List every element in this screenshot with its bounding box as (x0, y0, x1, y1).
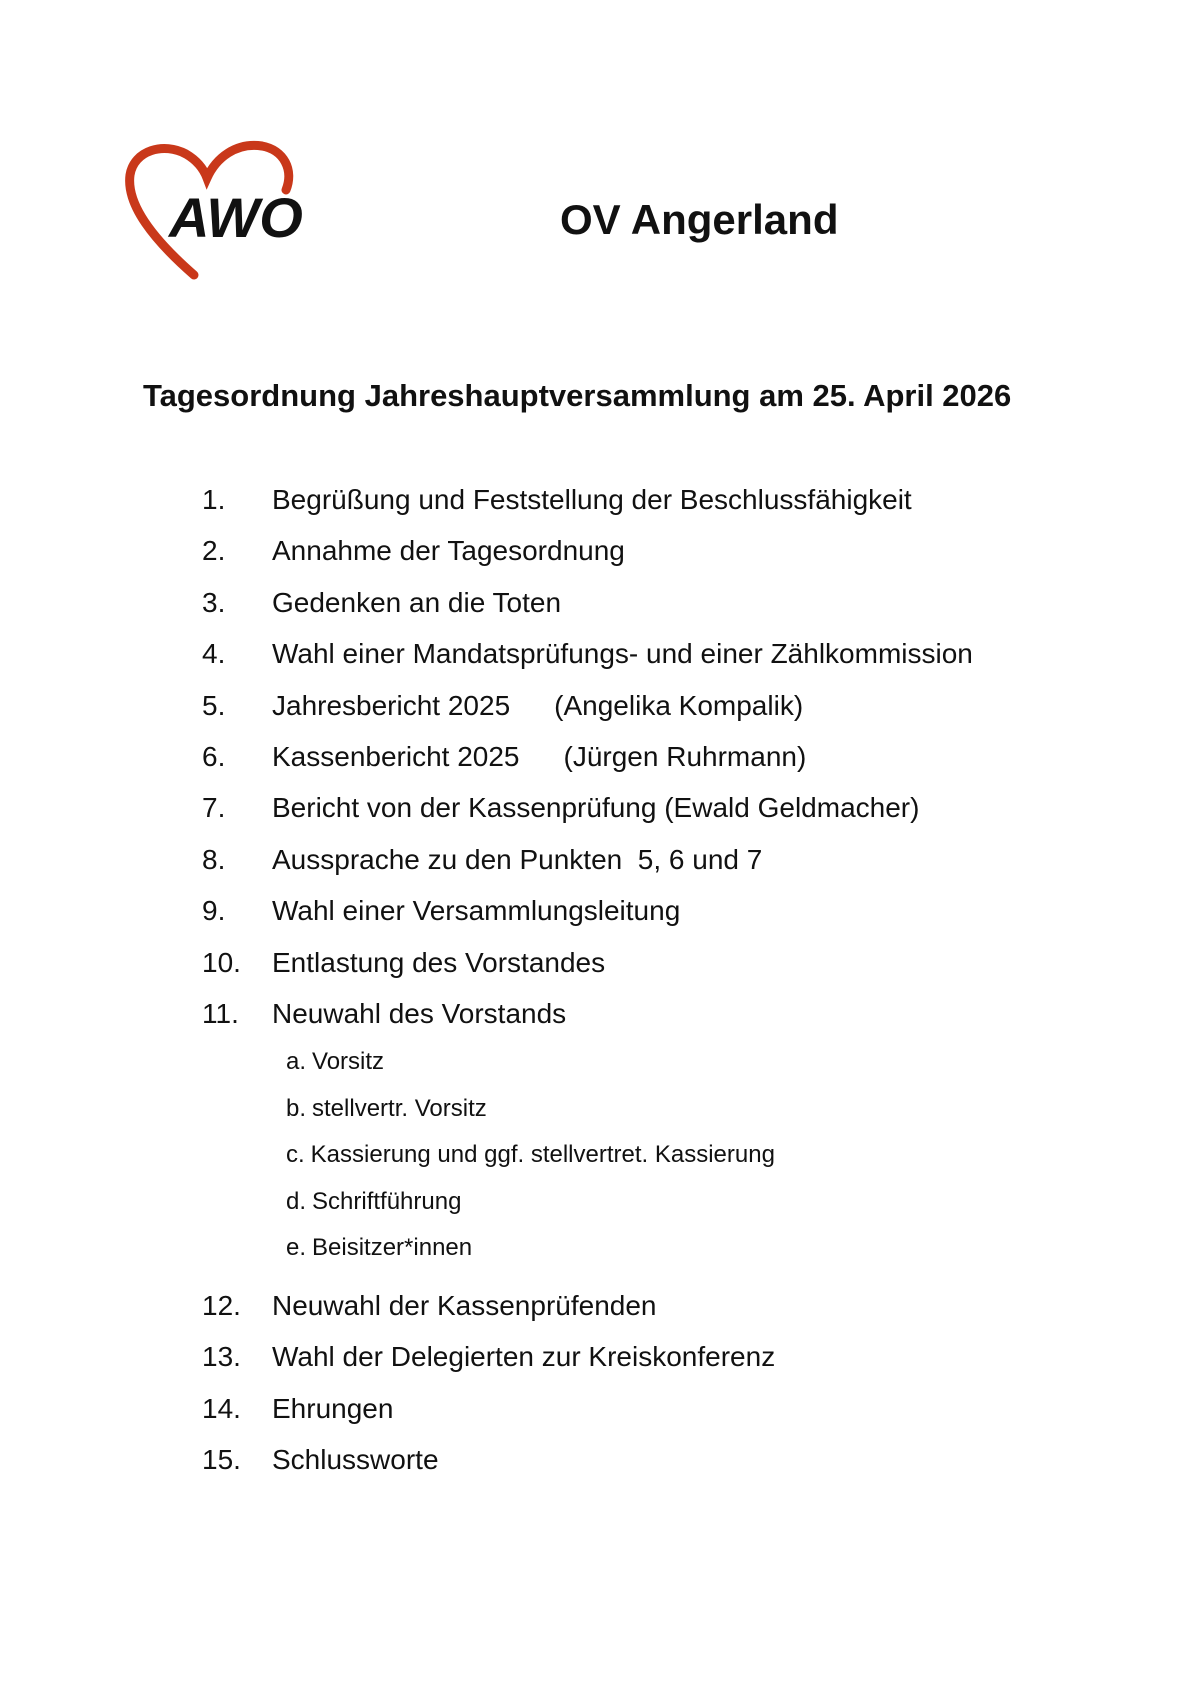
agenda-item-8 (202, 834, 973, 885)
agenda-item-6 (202, 731, 973, 782)
agenda-title: Tagesordnung Jahreshauptversammlung am 25. April 2026 (143, 378, 1012, 413)
item-number: 6. (202, 740, 226, 772)
agenda-item-2 (202, 525, 973, 576)
organization-title: OV Angerland (560, 196, 839, 243)
agenda-item-11 (202, 988, 973, 1039)
item-number: 8. (202, 843, 226, 875)
logo-text: AWO (169, 186, 303, 249)
sub-item-text: Kassierung und ggf. stellvertret. Kassierung (310, 1141, 775, 1169)
sub-item-letter: a. (286, 1048, 307, 1076)
item-number: 12. (202, 1289, 241, 1321)
sub-item-text: Beisitzer*innen (312, 1234, 473, 1262)
item-text: Aussprache zu den Punkten 5, 6 und 7 (272, 843, 763, 875)
item-number: 15. (202, 1443, 241, 1475)
item-text: Wahl einer Mandatsprüfungs- und einer Zählkommission (272, 638, 973, 670)
item-text: Begrüßung und Feststellung der Beschlussfähigkeit (272, 484, 912, 515)
awo-heart-logo-icon (124, 140, 314, 290)
item-text: Wahl einer Versammlungsleitung (272, 895, 681, 927)
sub-item-e (286, 1225, 973, 1272)
item-number: 7. (202, 792, 226, 824)
item-note: (Jürgen Ruhrmann) (563, 740, 807, 772)
agenda-item-9 (202, 885, 973, 936)
agenda-item-4 (202, 628, 973, 679)
agenda-list (202, 474, 973, 1485)
item-text: Neuwahl des Vorstands (272, 997, 567, 1029)
sub-item-b (286, 1086, 973, 1133)
item-number: 3. (202, 586, 226, 618)
sub-item-letter: b. (286, 1094, 307, 1122)
item-text: Kassenbericht 2025 (272, 740, 520, 772)
sub-item-text: stellvertr. Vorsitz (312, 1094, 487, 1122)
item-number: 9. (202, 895, 226, 927)
item-number: 10. (202, 946, 241, 978)
agenda-item-3 (202, 577, 973, 628)
item-number: 11. (202, 997, 239, 1029)
item-text: Entlastung des Vorstandes (272, 946, 606, 978)
item-number: 5. (202, 689, 226, 721)
sub-item-text: Schriftführung (312, 1187, 462, 1215)
item-text: Schlussworte (272, 1443, 439, 1475)
item-number: 1. (202, 484, 226, 515)
sub-item-letter: c. (286, 1141, 305, 1169)
sub-item-letter: d. (286, 1187, 307, 1215)
item-note: (Angelika Kompalik) (554, 689, 804, 721)
item-text: Gedenken an die Toten (272, 586, 562, 618)
agenda-item-15 (202, 1434, 973, 1485)
agenda-item-7 (202, 782, 973, 833)
agenda-item-13 (202, 1331, 973, 1382)
agenda-item-1 (202, 474, 973, 525)
sub-item-c (286, 1132, 973, 1179)
item-number: 14. (202, 1392, 241, 1424)
agenda-item-5 (202, 680, 973, 731)
sub-item-a (286, 1039, 973, 1086)
item-text: Jahresbericht 2025 (272, 689, 511, 721)
agenda-sub-list-container (202, 1039, 973, 1280)
sub-item-letter: e. (286, 1234, 307, 1262)
sub-item-text: Vorsitz (312, 1048, 385, 1076)
agenda-item-14 (202, 1383, 973, 1434)
item-number: 13. (202, 1341, 241, 1373)
item-text: Annahme der Tagesordnung (272, 535, 625, 567)
item-text: Bericht von der Kassenprüfung (Ewald Geldmacher) (272, 792, 920, 824)
item-text: Ehrungen (272, 1392, 394, 1424)
sub-item-d (286, 1179, 973, 1226)
item-text: Wahl der Delegierten zur Kreiskonferenz (272, 1341, 776, 1373)
agenda-item-12 (202, 1280, 973, 1331)
item-number: 2. (202, 535, 226, 567)
agenda-item-10 (202, 937, 973, 988)
item-text: Neuwahl der Kassenprüfenden (272, 1289, 657, 1321)
agenda-sub-list (202, 1039, 973, 1280)
item-number: 4. (202, 638, 226, 670)
